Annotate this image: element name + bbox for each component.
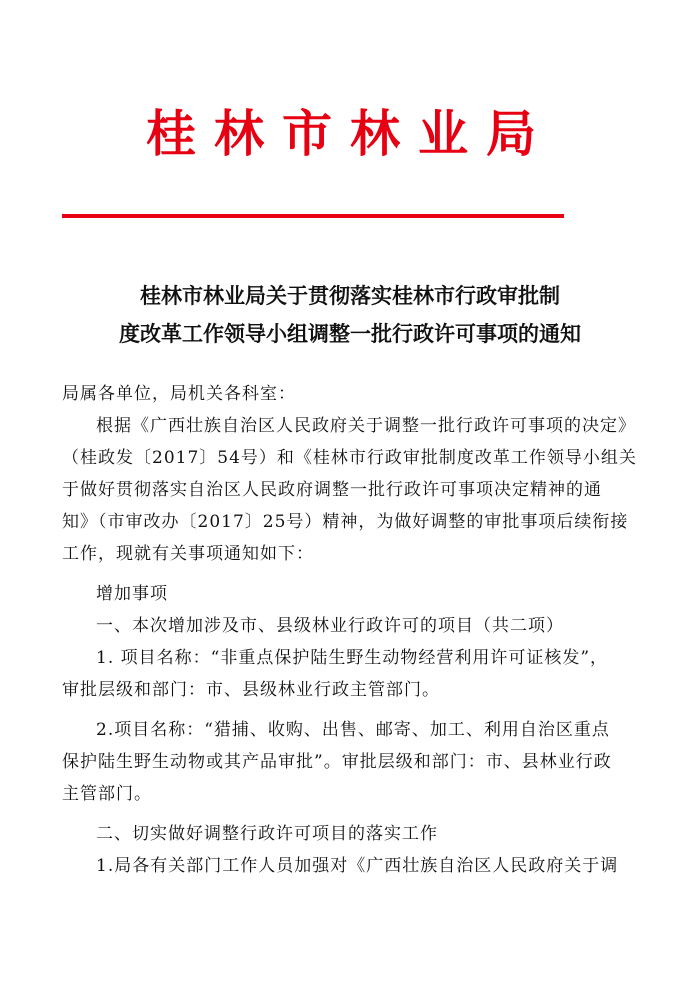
document-title-line-1: 桂林市林业局关于贯彻落实桂林市行政审批制 (140, 283, 560, 308)
letterhead-org-name: 桂林市林业局 (146, 104, 554, 163)
heading-2: 二、切实做好调整行政许可项目的落实工作 (96, 824, 438, 844)
letterhead-red-rule (62, 214, 564, 218)
paragraph-1-line-2: （桂政发〔2017〕54号）和《桂林市行政审批制度改革工作领导小组关 (62, 448, 637, 468)
paragraph-1-line-5: 工作，现就有关事项通知如下： (62, 544, 314, 564)
item-2-line-1: 2.项目名称：“猎捕、收购、出售、邮寄、加工、利用自治区重点 (96, 720, 610, 740)
heading-1: 一、本次增加涉及市、县级林业行政许可的项目（共二项） (96, 616, 564, 636)
item-2-line-2: 保护陆生野生动物或其产品审批”。审批层级和部门：市、县林业行政 (62, 752, 612, 772)
paragraph-1-line-3: 于做好贯彻落实自治区人民政府调整一批行政许可事项决定精神的通 (62, 480, 602, 500)
section-add-heading: 增加事项 (96, 584, 168, 604)
document-body (62, 378, 642, 882)
item-1-line-1: 1. 项目名称：“非重点保护陆生野生动物经营利用许可证核发”， (96, 648, 609, 668)
document-title-line-2: 度改革工作领导小组调整一批行政许可事项的通知 (119, 321, 581, 346)
salutation: 局属各单位，局机关各科室： (62, 384, 296, 404)
item-1-line-2: 审批层级和部门：市、县级林业行政主管部门。 (62, 680, 440, 700)
item-2-line-3: 主管部门。 (62, 784, 152, 804)
paragraph-1-line-1: 根据《广西壮族自治区人民政府关于调整一批行政许可事项的决定》 (96, 416, 636, 436)
paragraph-1-line-4: 知》（市审改办〔2017〕25号）精神，为做好调整的审批事项后续衔接 (62, 512, 629, 532)
item-3-line-1: 1.局各有关部门工作人员加强对《广西壮族自治区人民政府关于调 (96, 856, 619, 876)
